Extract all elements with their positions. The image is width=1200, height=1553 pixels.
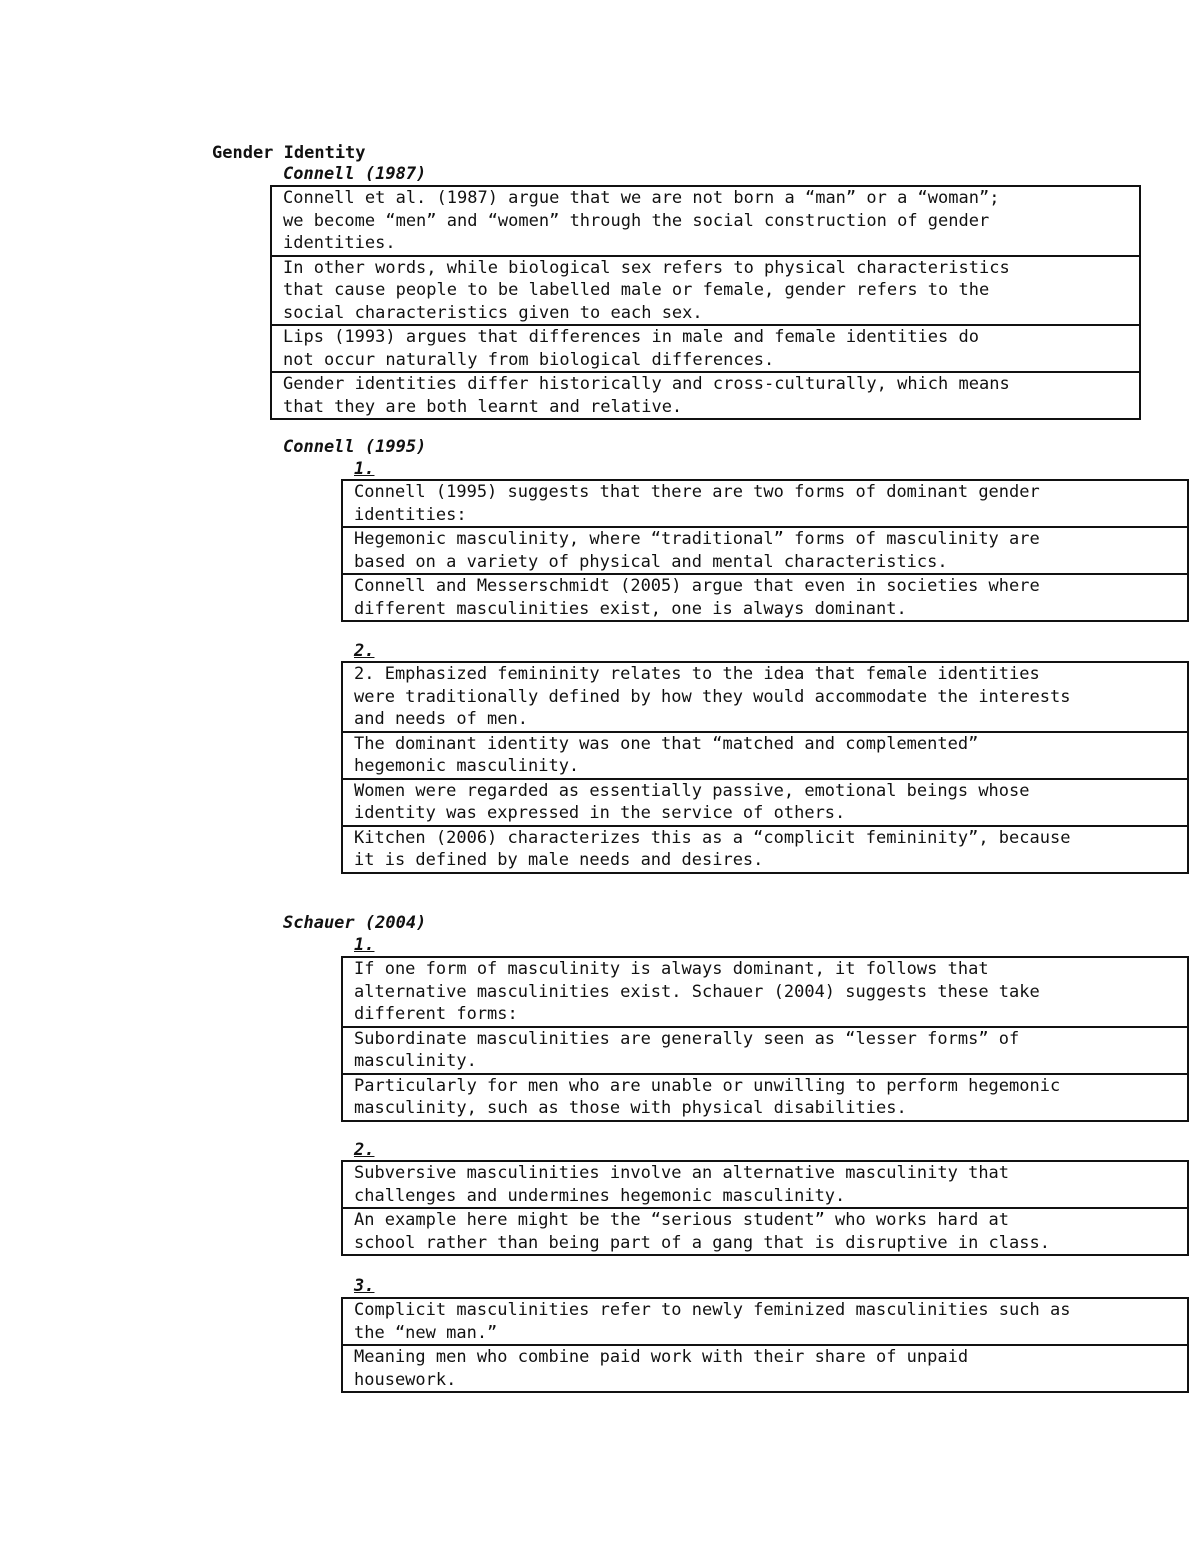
table-row: Connell and Messerschmidt (2005) argue that even in societies where different masculinities exist, one is always dominant. <box>343 573 1187 620</box>
table-row: Kitchen (2006) characterizes this as a “complicit femininity”, because it is defined by male needs and desires. <box>343 825 1187 872</box>
table-row: Lips (1993) argues that differences in male and female identities do not occur naturally from biological differences. <box>272 324 1139 371</box>
table-row: The dominant identity was one that “matched and complemented” hegemonic masculinity. <box>343 731 1187 778</box>
subsection-number: 3. <box>354 1276 375 1296</box>
subsection-number: 1. <box>354 459 375 479</box>
section-heading-connell-1987: Connell (1987) <box>283 164 427 184</box>
table-row: Hegemonic masculinity, where “traditional” forms of masculinity are based on a variety of physical and mental characteristics. <box>343 526 1187 573</box>
subsection-number: 2. <box>354 1140 375 1160</box>
table-row: Complicit masculinities refer to newly feminized masculinities such as the “new man.” <box>354 1300 1071 1343</box>
schauer-2004-part2-table <box>341 1160 1189 1256</box>
table-row: If one form of masculinity is always dominant, it follows that alternative masculinities exist. Schauer (2004) suggests these take different forms: <box>354 959 1040 1024</box>
table-row: An example here might be the “serious student” who works hard at school rather than being part of a gang that is disruptive in class. <box>343 1207 1187 1254</box>
table-row: Connell et al. (1987) argue that we are not born a “man” or a “woman”; we become “men” and “women” through the social construction of gender identities. <box>283 188 1000 253</box>
document-title: Gender Identity <box>212 143 366 163</box>
section-heading-schauer-2004: Schauer (2004) <box>283 913 427 933</box>
subsection-number: 1. <box>354 935 375 955</box>
table-row: 2. Emphasized femininity relates to the idea that female identities were traditionally defined by how they would accommodate the interests and needs of men. <box>354 664 1071 729</box>
table-row: Women were regarded as essentially passive, emotional beings whose identity was expressed in the service of others. <box>343 778 1187 825</box>
connell-1987-table <box>270 185 1141 420</box>
table-row: Subordinate masculinities are generally seen as “lesser forms” of masculinity. <box>343 1026 1187 1073</box>
connell-1995-part1-table <box>341 479 1189 622</box>
table-row: Gender identities differ historically and cross-culturally, which means that they are both learnt and relative. <box>272 371 1139 418</box>
subsection-number: 2. <box>354 641 375 661</box>
table-row: Meaning men who combine paid work with their share of unpaid housework. <box>343 1344 1187 1391</box>
schauer-2004-part1-table <box>341 956 1189 1122</box>
table-row: In other words, while biological sex refers to physical characteristics that cause people to be labelled male or female, gender refers to the social characteristics given to each sex. <box>272 255 1139 325</box>
table-row: Particularly for men who are unable or unwilling to perform hegemonic masculinity, such as those with physical disabilities. <box>343 1073 1187 1120</box>
connell-1995-part2-table <box>341 661 1189 874</box>
schauer-2004-part3-table <box>341 1297 1189 1393</box>
table-row: Connell (1995) suggests that there are two forms of dominant gender identities: <box>354 482 1040 525</box>
section-heading-connell-1995: Connell (1995) <box>283 437 427 457</box>
table-row: Subversive masculinities involve an alternative masculinity that challenges and undermines hegemonic masculinity. <box>354 1163 1010 1206</box>
